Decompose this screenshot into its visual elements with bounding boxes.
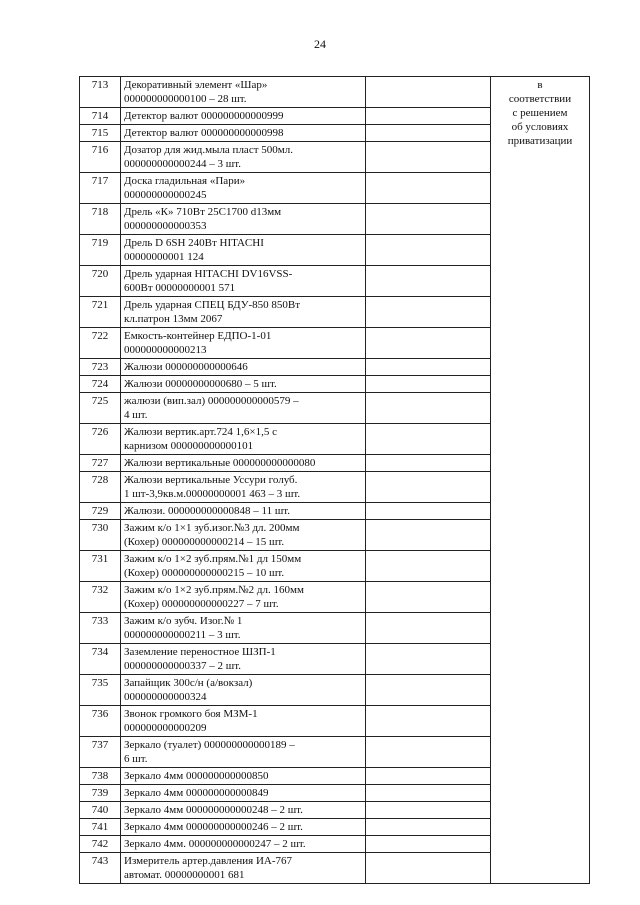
item-description-line: Дрель ударная СПЕЦ БДУ-850 850Вт — [124, 299, 301, 311]
row-number: 728 — [80, 472, 121, 503]
item-description-line: Зажим к/о 1×2 зуб.прям.№2 дл. 160мм — [124, 584, 304, 596]
item-description-line: автомат. 00000000001 681 — [124, 869, 245, 881]
item-description-line: 000000000000213 — [124, 344, 207, 356]
row-number: 718 — [80, 204, 121, 235]
row-number: 722 — [80, 328, 121, 359]
item-description — [121, 297, 366, 328]
row-number: 724 — [80, 376, 121, 393]
empty-cell — [366, 359, 491, 376]
item-description-line: 000000000000244 – 3 шт. — [124, 158, 241, 170]
item-description-line: Доска гладильная «Пари» — [124, 175, 246, 187]
empty-cell — [366, 785, 491, 802]
item-description — [121, 393, 366, 424]
row-number: 729 — [80, 503, 121, 520]
item-description-line: Зеркало 4мм 000000000000850 — [124, 770, 269, 782]
item-description — [121, 706, 366, 737]
item-description-line: Детектор валют 000000000000998 — [124, 127, 284, 139]
item-description-line: 000000000000245 — [124, 189, 207, 201]
empty-cell — [366, 582, 491, 613]
empty-cell — [366, 266, 491, 297]
empty-cell — [366, 376, 491, 393]
row-number: 727 — [80, 455, 121, 472]
item-description-line: 4 шт. — [124, 409, 148, 421]
row-number: 719 — [80, 235, 121, 266]
item-description-line: 000000000000211 – 3 шт. — [124, 629, 241, 641]
row-number: 726 — [80, 424, 121, 455]
empty-cell — [366, 424, 491, 455]
empty-cell — [366, 393, 491, 424]
item-description — [121, 853, 366, 884]
empty-cell — [366, 836, 491, 853]
empty-cell — [366, 644, 491, 675]
item-description-line: Емкость-контейнер ЕДПО-1-01 — [124, 330, 272, 342]
item-description-line: Жалюзи вертик.арт.724 1,6×1,5 с — [124, 426, 277, 438]
privatization-note-line: соответствии — [508, 93, 572, 105]
row-number: 714 — [80, 108, 121, 125]
empty-cell — [366, 125, 491, 142]
row-number: 733 — [80, 613, 121, 644]
row-number: 738 — [80, 768, 121, 785]
empty-cell — [366, 108, 491, 125]
item-description-line: Жалюзи 00000000000680 – 5 шт. — [124, 378, 277, 390]
row-number: 737 — [80, 737, 121, 768]
empty-cell — [366, 503, 491, 520]
empty-cell — [366, 520, 491, 551]
item-description-line: Жалюзи. 000000000000848 – 11 шт. — [124, 505, 291, 517]
item-description-line: Заземление переностное ШЗП-1 — [124, 646, 276, 658]
item-description — [121, 551, 366, 582]
empty-cell — [366, 675, 491, 706]
item-description-line: карнизом 000000000000101 — [124, 440, 254, 452]
empty-cell — [366, 768, 491, 785]
row-number: 740 — [80, 802, 121, 819]
item-description-line: 000000000000100 – 28 шт. — [124, 93, 247, 105]
item-description — [121, 675, 366, 706]
item-description-line: Дрель «К» 710Вт 25С1700 d13мм — [124, 206, 282, 218]
row-number: 735 — [80, 675, 121, 706]
item-description — [121, 503, 366, 520]
item-description-line: Запайщик 300с/н (а/вокзал) — [124, 677, 253, 689]
row-number: 736 — [80, 706, 121, 737]
item-description-line: 00000000001 124 — [124, 251, 204, 263]
item-description-line: 1 шт-3,9кв.м.00000000001 463 – 3 шт. — [124, 488, 301, 500]
item-description-line: (Кохер) 000000000000214 – 15 шт. — [124, 536, 285, 548]
empty-cell — [366, 551, 491, 582]
empty-cell — [366, 235, 491, 266]
item-description-line: 6 шт. — [124, 753, 148, 765]
item-description-line: Детектор валют 000000000000999 — [124, 110, 284, 122]
item-description-line: Жалюзи 000000000000646 — [124, 361, 248, 373]
item-description-line: Дрель ударная HITACHI DV16VSS- — [124, 268, 293, 280]
table-row — [80, 77, 590, 108]
item-description — [121, 77, 366, 108]
item-description — [121, 108, 366, 125]
empty-cell — [366, 142, 491, 173]
item-description-line: 000000000000353 — [124, 220, 207, 232]
row-number: 730 — [80, 520, 121, 551]
row-number: 731 — [80, 551, 121, 582]
item-description — [121, 472, 366, 503]
row-number: 716 — [80, 142, 121, 173]
empty-cell — [366, 328, 491, 359]
item-description — [121, 204, 366, 235]
item-description-line: 000000000000324 — [124, 691, 207, 703]
item-description — [121, 520, 366, 551]
item-description-line: жалюзи (вип.зал) 000000000000579 – — [124, 395, 299, 407]
privatization-note-line: приватизации — [507, 135, 573, 147]
item-description-line: Зеркало 4мм 000000000000849 — [124, 787, 269, 799]
item-description — [121, 644, 366, 675]
empty-cell — [366, 472, 491, 503]
item-description — [121, 836, 366, 853]
row-number: 715 — [80, 125, 121, 142]
row-number: 721 — [80, 297, 121, 328]
item-description — [121, 125, 366, 142]
item-description-line: Звонок громкого боя МЗМ-1 — [124, 708, 258, 720]
empty-cell — [366, 819, 491, 836]
inventory-table-body — [80, 77, 590, 884]
row-number: 713 — [80, 77, 121, 108]
item-description — [121, 424, 366, 455]
item-description — [121, 582, 366, 613]
empty-cell — [366, 297, 491, 328]
row-number: 723 — [80, 359, 121, 376]
privatization-note — [491, 77, 590, 884]
item-description-line: Декоративный элемент «Шар» — [124, 79, 268, 91]
item-description — [121, 266, 366, 297]
item-description-line: кл.патрон 13мм 2067 — [124, 313, 223, 325]
item-description-line: (Кохер) 000000000000227 – 7 шт. — [124, 598, 279, 610]
empty-cell — [366, 77, 491, 108]
row-number: 734 — [80, 644, 121, 675]
item-description-line: Дозатор для жид.мыла пласт 500мл. — [124, 144, 293, 156]
item-description — [121, 328, 366, 359]
item-description — [121, 785, 366, 802]
item-description-line: Зеркало (туалет) 000000000000189 – — [124, 739, 295, 751]
item-description-line: Жалюзи вертикальные Уссури голуб. — [124, 474, 298, 486]
empty-cell — [366, 737, 491, 768]
item-description — [121, 173, 366, 204]
empty-cell — [366, 204, 491, 235]
item-description-line: Зажим к/о 1×1 зуб.изог.№3 дл. 200мм — [124, 522, 300, 534]
item-description-line: 600Вт 00000000001 571 — [124, 282, 236, 294]
row-number: 720 — [80, 266, 121, 297]
row-number: 732 — [80, 582, 121, 613]
item-description-line: Дрель D 6SH 240Вт HITACHI — [124, 237, 264, 249]
empty-cell — [366, 455, 491, 472]
item-description — [121, 455, 366, 472]
item-description — [121, 819, 366, 836]
item-description — [121, 235, 366, 266]
privatization-note-line: об условиях — [511, 121, 569, 133]
item-description-line: Жалюзи вертикальные 000000000000080 — [124, 457, 316, 469]
privatization-note-line: в — [537, 79, 543, 91]
item-description-line: Зеркало 4мм 000000000000246 – 2 шт. — [124, 821, 303, 833]
item-description — [121, 768, 366, 785]
inventory-table — [79, 76, 590, 884]
page-number: 24 — [314, 37, 326, 51]
row-number: 725 — [80, 393, 121, 424]
item-description-line: Зеркало 4мм 000000000000248 – 2 шт. — [124, 804, 303, 816]
item-description-line: 000000000000337 – 2 шт. — [124, 660, 241, 672]
item-description — [121, 376, 366, 393]
row-number: 742 — [80, 836, 121, 853]
item-description — [121, 737, 366, 768]
empty-cell — [366, 802, 491, 819]
item-description-line: Зеркало 4мм. 000000000000247 – 2 шт. — [124, 838, 306, 850]
row-number: 743 — [80, 853, 121, 884]
item-description-line: 000000000000209 — [124, 722, 207, 734]
empty-cell — [366, 613, 491, 644]
empty-cell — [366, 173, 491, 204]
item-description — [121, 359, 366, 376]
item-description — [121, 613, 366, 644]
item-description-line: Зажим к/о зубч. Изог.№ 1 — [124, 615, 243, 627]
item-description-line: Измеритель артер.давления ИА-767 — [124, 855, 293, 867]
item-description — [121, 802, 366, 819]
empty-cell — [366, 706, 491, 737]
privatization-note-line: с решением — [512, 107, 568, 119]
empty-cell — [366, 853, 491, 884]
item-description — [121, 142, 366, 173]
item-description-line: (Кохер) 000000000000215 – 10 шт. — [124, 567, 285, 579]
row-number: 741 — [80, 819, 121, 836]
item-description-line: Зажим к/о 1×2 зуб.прям.№1 дл 150мм — [124, 553, 302, 565]
row-number: 739 — [80, 785, 121, 802]
row-number: 717 — [80, 173, 121, 204]
